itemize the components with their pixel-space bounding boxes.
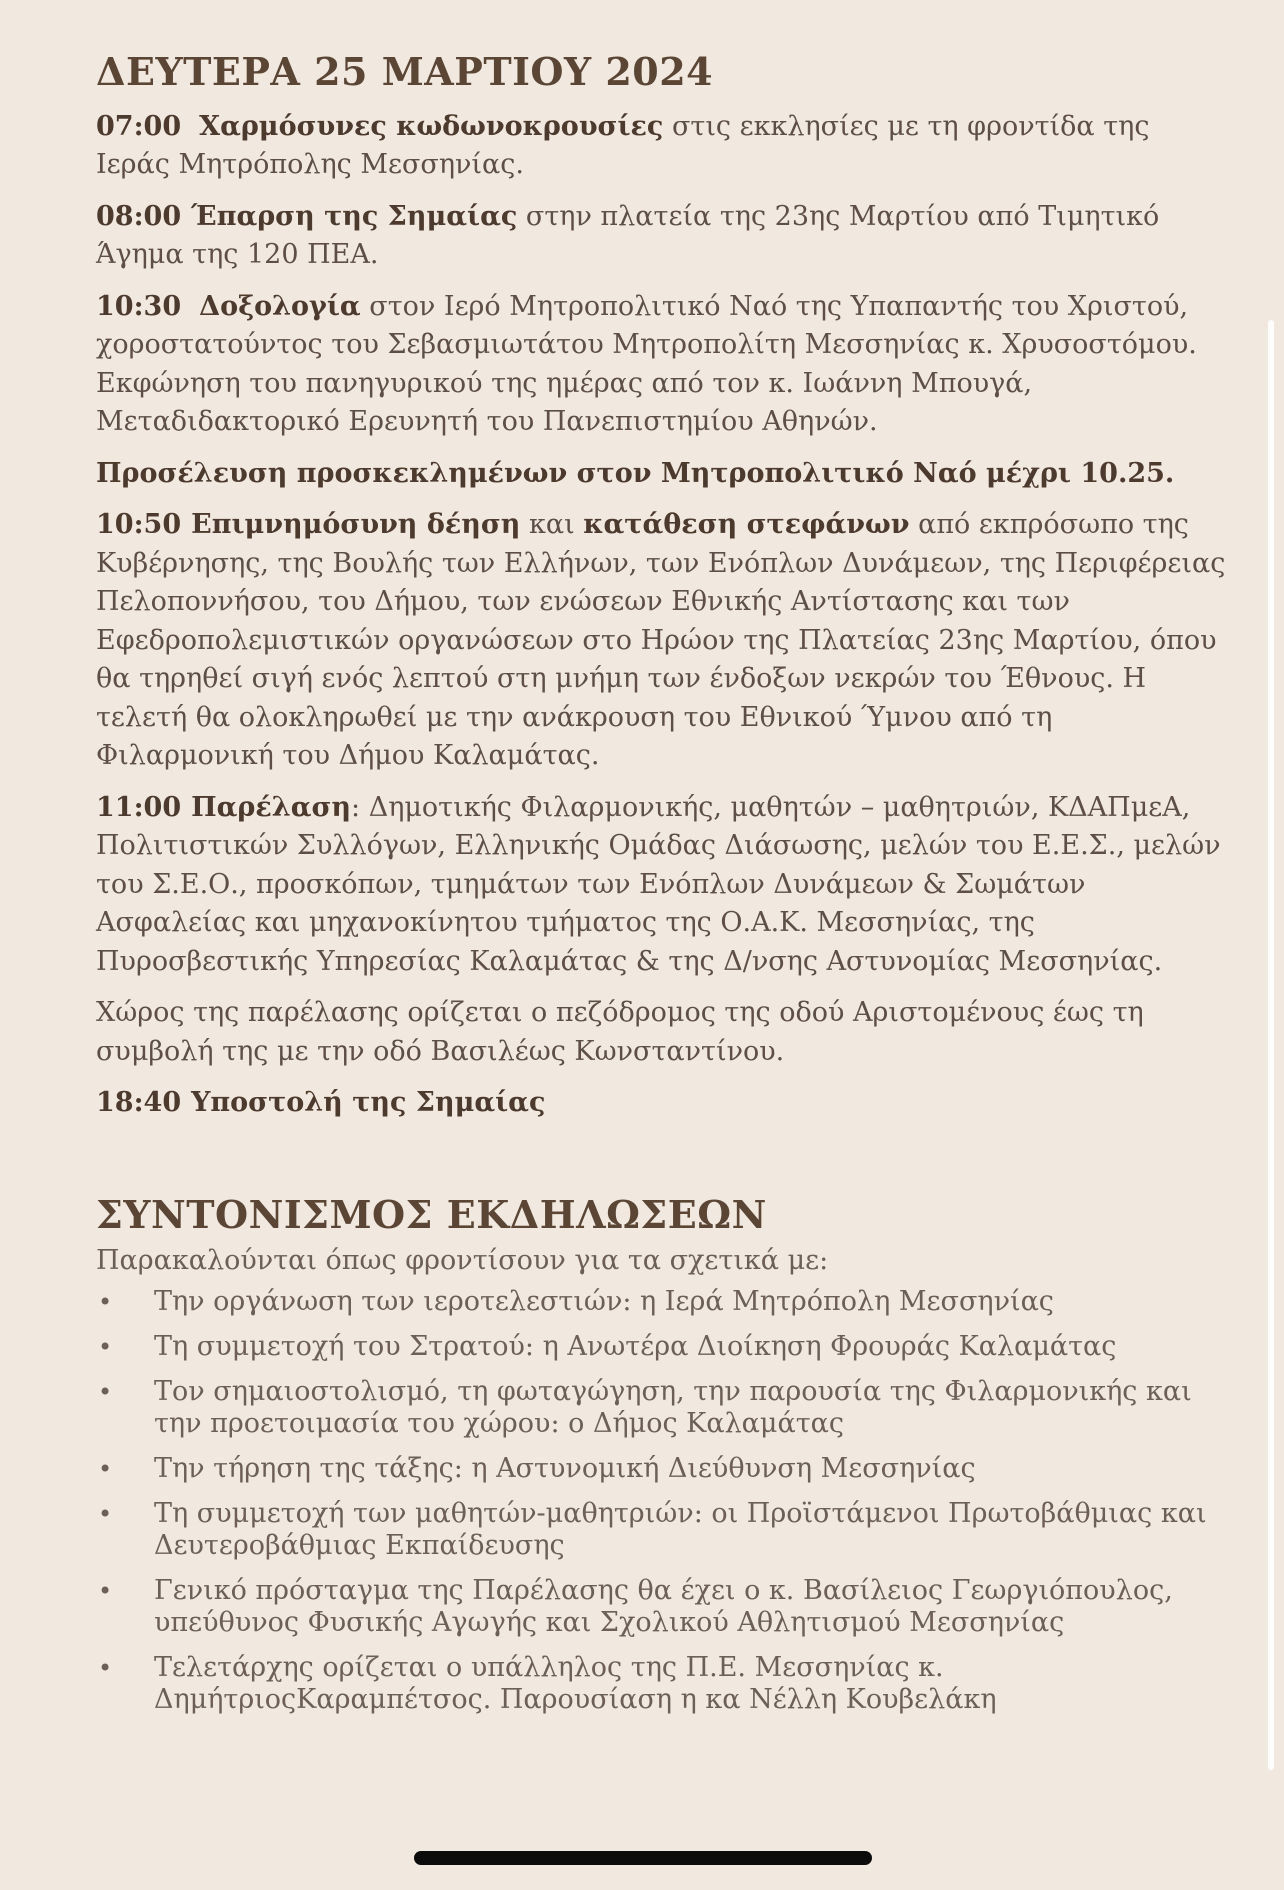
bullet-icon: • — [98, 1577, 113, 1606]
event-time: 07:00 — [96, 110, 182, 142]
page-title: ΔΕΥΤΕΡΑ 25 ΜΑΡΤΙΟΥ 2024 — [96, 49, 714, 94]
event-time: 18:40 — [96, 1087, 182, 1119]
home-indicator[interactable] — [414, 1851, 872, 1865]
bullet-icon: • — [98, 1500, 113, 1529]
event-text: από εκπρόσωπο της Κυβέρνησης, της Βουλής των Ελλήνων, των Ενόπλων Δυνάμεων, της Περιφέρειας Πελοποννήσου, του Δήμου, των ενώσεων Εθνικής Αντίστασης και των Εφεδροπολεμιστικών οργανώσεων στο Ηρώον της Πλατείας 23ης Μαρτίου, όπου θα τηρηθεί σιγή ενός λεπτού στη μνήμη των ένδοξων νεκρών του Έθνους. Η τελετή θα ολοκληρωθεί με την ανάκρουση του Εθνικού Ύμνου από τη Φιλαρμονική του Δήμου Καλαμάτας. — [96, 509, 1226, 772]
bullet-icon: • — [98, 1333, 113, 1362]
list-item — [96, 1286, 1226, 1318]
event-title: Χαρμόσυνες κωδωνοκρουσίες — [199, 110, 664, 142]
event-title: Παρέλαση — [191, 791, 352, 823]
event-conj: και — [520, 509, 584, 541]
arrival-note: Προσέλευση προσκεκλημένων στον Μητροπολιτικό Ναό μέχρι 10.25. — [96, 457, 1175, 489]
event-title: Δοξολογία — [199, 290, 361, 322]
bullet-icon: • — [98, 1654, 113, 1683]
list-item — [96, 1498, 1226, 1562]
scrollbar[interactable] — [1268, 320, 1274, 1770]
list-item-text: Γενικό πρόσταγμα της Παρέλασης θα έχει ο κ. Βασίλειος Γεωργιόπουλος, υπεύθυνος Φυσικής Αγωγής και Σχολικού Αθλητισμού Μεσσηνίας — [154, 1575, 1173, 1639]
list-item-text: Τελετάρχης ορίζεται ο υπάλληλος της Π.Ε. Μεσσηνίας κ. ΔημήτριοςΚαραμπέτσος. Παρουσίαση η κα Νέλλη Κουβελάκη — [154, 1652, 997, 1716]
event-title: Επιμνημόσυνη δέηση — [191, 509, 521, 541]
event-time: 10:50 — [96, 509, 182, 541]
event-1840 — [96, 1084, 1226, 1123]
list-item-text: Τη συμμετοχή του Στρατού: η Ανωτέρα Διοίκηση Φρουράς Καλαμάτας — [154, 1331, 1117, 1363]
event-1030 — [96, 288, 1226, 442]
event-time: 10:30 — [96, 290, 182, 322]
list-item — [96, 1331, 1226, 1363]
event-text: : Δημοτικής Φιλαρμονικής, μαθητών – μαθητριών, ΚΔΑΠμεΑ, Πολιτιστικών Συλλόγων, Ελληνικής Ομάδας Διάσωσης, μελών του Ε.Ε.Σ., μελών του Σ.Ε.Ο., προσκόπων, τμημάτων των Ενόπλων Δυνάμεων & Σωμάτων Ασφαλείας και μηχανοκίνητου τμήματος της Ο.Α.Κ. Μεσσηνίας, της Πυροσβεστικής Υπηρεσίας Καλαμάτας & της Δ/νσης Αστυνομίας Μεσσηνίας. — [96, 791, 1221, 977]
event-1050 — [96, 506, 1226, 776]
document-page — [96, 50, 1226, 1729]
event-1100 — [96, 789, 1226, 982]
list-item — [96, 1652, 1226, 1716]
bullet-icon: • — [98, 1455, 113, 1484]
coordination-intro: Παρακαλούνται όπως φροντίσουν για τα σχετικά με: — [96, 1245, 829, 1277]
event-0800 — [96, 198, 1226, 275]
list-item — [96, 1453, 1226, 1485]
list-item — [96, 1376, 1226, 1440]
list-item-text: Τον σημαιοστολισμό, τη φωταγώγηση, την παρουσία της Φιλαρμονικής και την προετοιμασία του χώρου: ο Δήμος Καλαμάτας — [154, 1376, 1192, 1440]
event-text: στις εκκλησίες με τη φροντίδα της Ιεράς Μητρόπολης Μεσσηνίας. — [96, 110, 1150, 181]
parade-route: Χώρος της παρέλασης ορίζεται ο πεζόδρομος της οδού Αριστομένους έως τη συμβολή της με την οδό Βασιλέως Κωνσταντίνου. — [96, 997, 1144, 1067]
event-title-2: κατάθεση στεφάνων — [583, 509, 910, 541]
coordination-heading: ΣΥΝΤΟΝΙΣΜΟΣ ΕΚΔΗΛΩΣΕΩΝ — [96, 1191, 767, 1237]
event-title: Έπαρση της Σημαίας — [191, 200, 518, 232]
event-title: Υποστολή της Σημαίας — [191, 1087, 546, 1119]
event-text: στον Ιερό Μητροπολιτικό Ναό της Υπαπαντής του Χριστού, χοροστατούντος του Σεβασμιωτάτου Μητροπολίτη Μεσσηνίας κ. Χρυσοστόμου. Εκφώνηση του πανηγυρικού της ημέρας από τον κ. Ιωάννη Μπουγά, Μεταδιδακτορικό Ερευνητή του Πανεπιστημίου Αθηνών. — [96, 290, 1197, 438]
list-item-text: Τη συμμετοχή των μαθητών-μαθητριών: οι Προϊστάμενοι Πρωτοβάθμιας και Δευτεροβάθμιας Εκπαίδευσης — [154, 1498, 1207, 1562]
list-item — [96, 1575, 1226, 1639]
section-spacer — [96, 1136, 1226, 1193]
event-text: στην πλατεία της 23ης Μαρτίου από Τιμητικό Άγημα της 120 ΠΕΑ. — [96, 200, 1160, 271]
coordination-list — [96, 1286, 1226, 1716]
list-item-text: Την τήρηση της τάξης: η Αστυνομική Διεύθυνση Μεσσηνίας — [154, 1453, 976, 1485]
bullet-icon: • — [98, 1288, 113, 1317]
event-time: 11:00 — [96, 791, 182, 823]
bullet-icon: • — [98, 1378, 113, 1407]
event-time: 08:00 — [96, 200, 182, 232]
list-item-text: Την οργάνωση των ιεροτελεστιών: η Ιερά Μητρόπολη Μεσσηνίας — [154, 1286, 1054, 1318]
event-0700 — [96, 108, 1226, 185]
